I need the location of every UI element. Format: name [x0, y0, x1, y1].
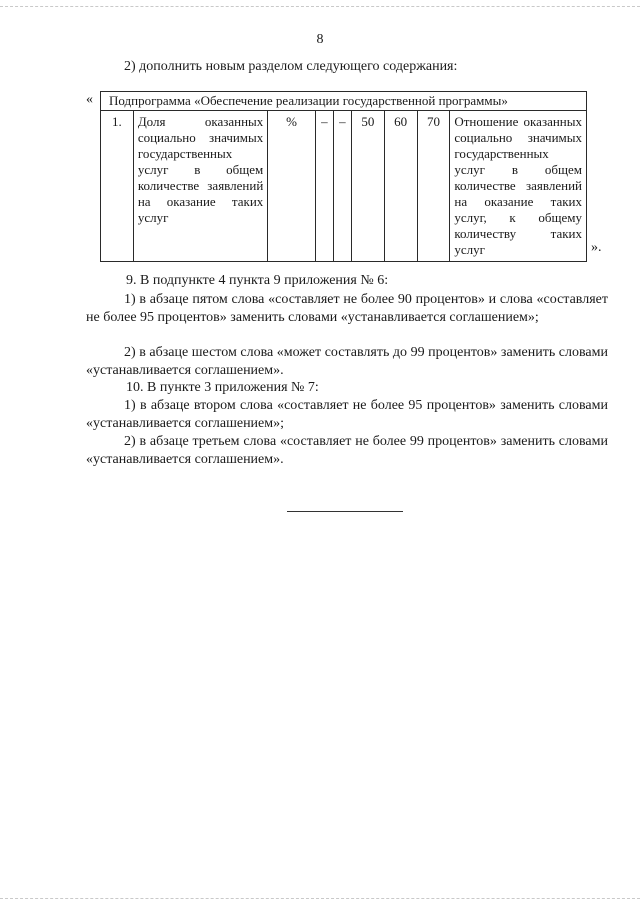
indicator-name: Доля оказанных социально значимых государственных услуг в общем количестве заявлений на оказание таких услуг: [133, 111, 267, 262]
item-9-sub-1: 1) в абзаце пятом слова «составляет не более 90 процентов» и слова «составляет не более 95 процентов» заменить словами «устанавливается соглашением»;: [86, 292, 608, 325]
page-number: 8: [316, 32, 324, 47]
scan-edge-bottom: [0, 898, 640, 899]
value-cell-3: 50: [351, 111, 384, 262]
inserted-section-table: [100, 91, 587, 262]
row-number: 1.: [101, 111, 134, 262]
quote-close: ».: [591, 240, 602, 255]
calculation-note: Отношение оказанных социально значимых государственных услуг в общем количестве заявлений на оказание таких услуг, к общему количеству таких услуг: [450, 111, 587, 262]
closing-rule: [287, 511, 403, 512]
item-10-heading: 10. В пункте 3 приложения № 7:: [126, 380, 319, 395]
subprogram-header: Подпрограмма «Обеспечение реализации государственной программы»: [101, 92, 587, 111]
value-cell-2: –: [333, 111, 351, 262]
quote-open: «: [86, 92, 93, 107]
scan-edge-top: [0, 6, 640, 7]
item-10-sub-2: 2) в абзаце третьем слова «составляет не более 99 процентов» заменить словами «устанавливается соглашением».: [86, 434, 608, 467]
item-10-sub-1: 1) в абзаце втором слова «составляет не более 95 процентов» заменить словами «устанавливается соглашением»;: [86, 398, 608, 431]
unit-cell: %: [268, 111, 316, 262]
table-header-row: [101, 92, 587, 111]
intro-text: 2) дополнить новым разделом следующего содержания:: [124, 59, 458, 74]
table-row: [101, 111, 587, 262]
item-9-heading: 9. В подпункте 4 пункта 9 приложения № 6:: [126, 273, 389, 288]
value-cell-5: 70: [417, 111, 450, 262]
item-9-sub-2: 2) в абзаце шестом слова «может составлять до 99 процентов» заменить словами «устанавливается соглашением».: [86, 345, 608, 378]
value-cell-4: 60: [384, 111, 417, 262]
value-cell-1: –: [315, 111, 333, 262]
